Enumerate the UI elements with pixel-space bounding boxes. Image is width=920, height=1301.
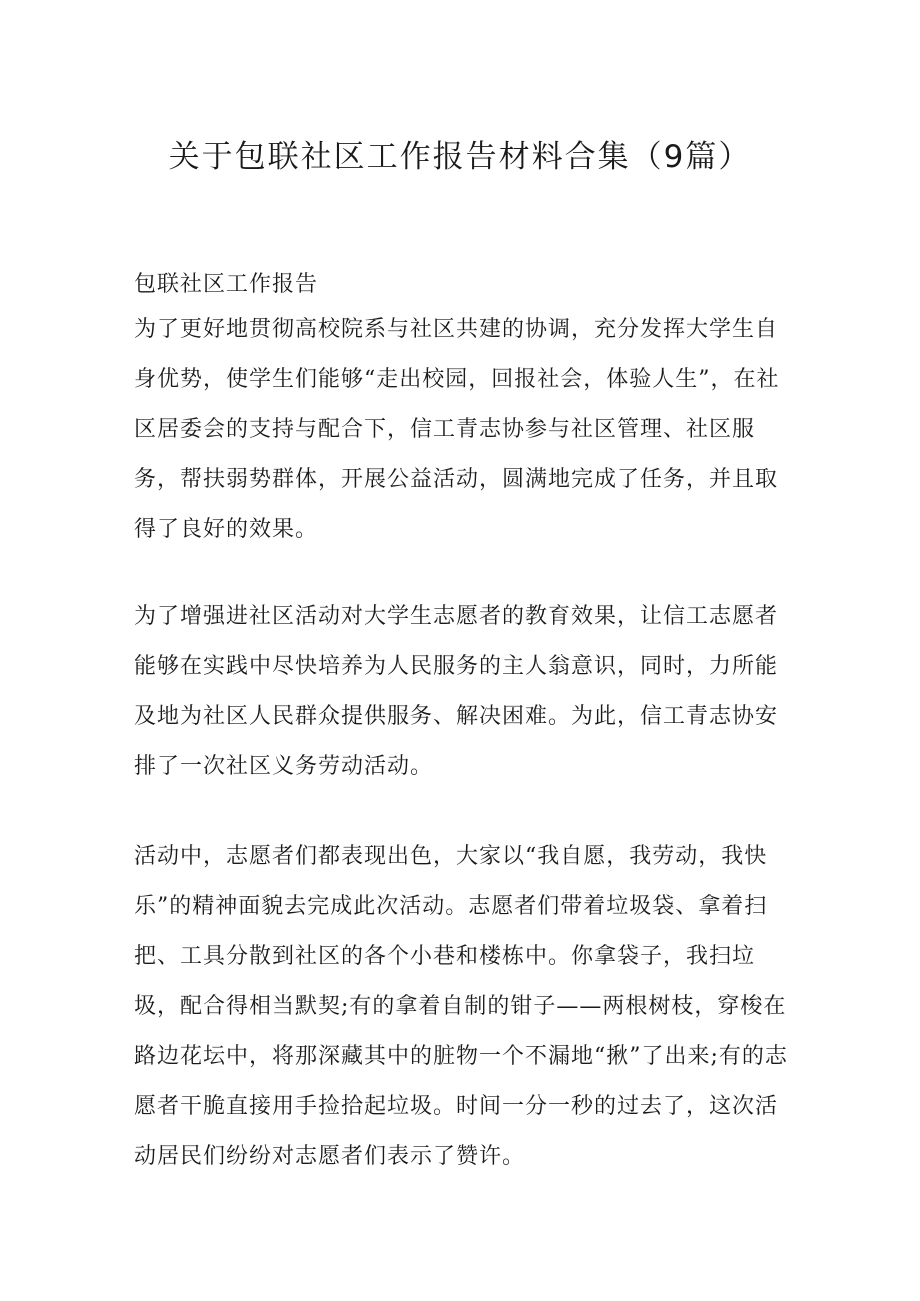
paragraph-1: 为了更好地贯彻高校院系与社区共建的协调，充分发挥大学生自身优势，使学生们能够“走出校园，回报社会，体验人生”，在社区居委会的支持与配合下，信工青志协参与社区管理、社区服务，帮扶弱势群体，开展公益活动，圆满地完成了任务，并且取得了良好的效果。 bbox=[134, 317, 780, 542]
paragraph-3: 活动中，志愿者们都表现出色，大家以“我自愿，我劳动，我快乐”的精神面貌去完成此次活动。志愿者们带着垃圾袋、拿着扫把、工具分散到社区的各个小巷和楼栋中。你拿袋子，我扫垃圾，配合得相当默契;有的拿着自制的钳子——两根树枝，穿梭在路边花坛中，将那深藏其中的脏物一个不漏地“揪”了出来;有的志愿者干脆直接用手捡拾起垃圾。时间一分一秒的过去了，这次活动居民们纷纷对志愿者们表示了赞许。 bbox=[134, 844, 788, 1169]
paragraph-2: 为了增强进社区活动对大学生志愿者的教育效果，让信工志愿者能够在实践中尽快培养为人民服务的主人翁意识，同时，力所能及地为社区人民群众提供服务、解决困难。为此，信工青志协安排了一次社区义务劳动活动。 bbox=[134, 604, 779, 779]
section-subtitle: 包联社区工作报告 bbox=[134, 272, 319, 297]
document-title: 关于包联社区工作报告材料合集（9篇） bbox=[168, 139, 752, 175]
